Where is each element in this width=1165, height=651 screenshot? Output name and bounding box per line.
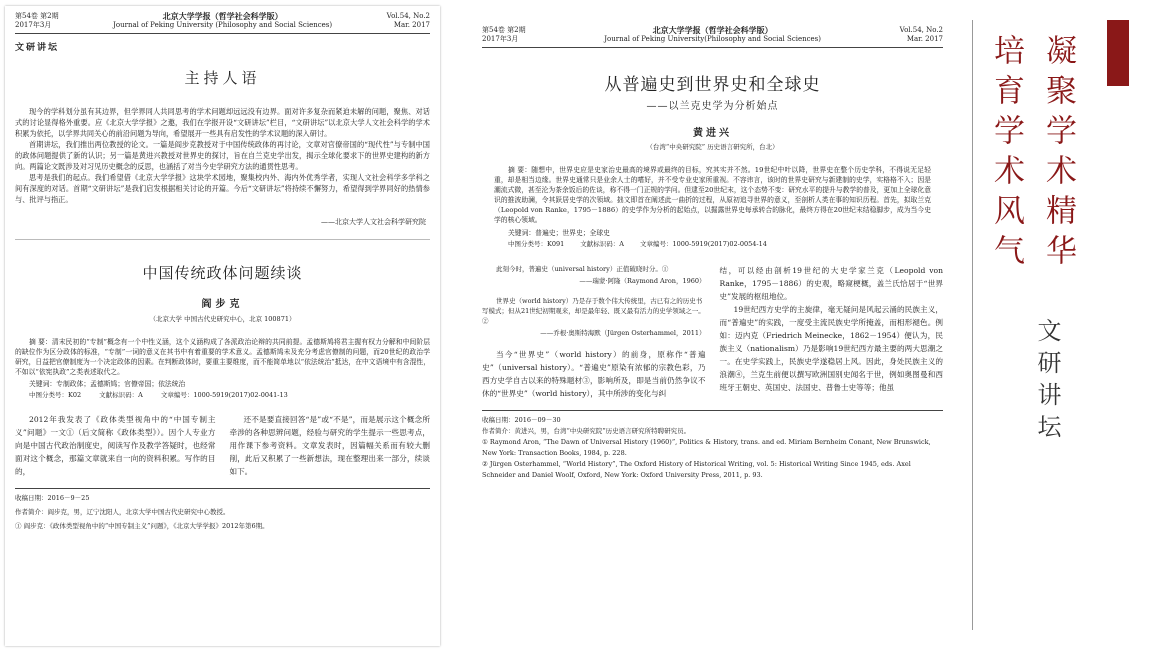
article-number: 文章编号：1000-5919(2017)02-0041-13 (160, 391, 288, 399)
banner-column-1: 凝聚学术精华 (1040, 34, 1076, 274)
body-columns (15, 413, 430, 478)
journal-title-cn: 北京大学学报（哲学社会科学版） (652, 25, 773, 35)
column-tag: 文研讲坛 (15, 43, 60, 53)
classification-meta (29, 390, 430, 401)
body-text: 19世纪西方史学的主旋律，毫无疑问是风起云涌的民族主义，而“普遍史”的实践，一度受主流民族史学所掩盖，而相形褪色。例如：迈内克（Friedrich Meinecke，1862－1954）便认为，民族主义（nationalism）乃是影响19世纪西方最主要的两大思潮之一。在史学实践上，民族史学遂稳居上风。因此，身处民族主义的浪潮④，兰克生前便以撰写欧洲国别史闻名于世，例如奥图曼和西班牙王朝史、英国史、法国史、普鲁士史等等；他虽 (719, 305, 943, 392)
body-column-right: 还不是要直接回答“是”或“不是”，而是展示这个概念所牵涉的各种思辨问题，经验与研究的学生提示一些思考点，用作课下参考资料。文章发表时，因篇幅关系而有较大删削，此后又积累了一些新想法，现在整理出来一部分，续谈如下。 (229, 415, 430, 476)
clc-number: 中图分类号：K091 (508, 240, 565, 248)
author-affiliation: （台湾“中央研究院” 历史语言研究所，台北） (646, 143, 779, 151)
author-note: 作者简介：阎步克，男，辽宁沈阳人，北京大学中国古代史研究中心教授。 (15, 508, 230, 516)
received-date: 收稿日期：2016－09－30 (482, 416, 561, 424)
body-columns (482, 264, 943, 400)
epigraph-source: ——乔根·奥斯特海默（Jürgen Osterhammel，2011） (540, 329, 706, 337)
article-author: 阎步克 (201, 299, 244, 310)
epigraph-source: ——瑞蒙·阿隆（Raymond Aron，1960） (579, 277, 706, 285)
doc-code: 文献标识码：A (99, 391, 143, 399)
page-header (482, 26, 943, 48)
left-journal-page (5, 6, 440, 646)
author-note: 作者简介：黄进兴，男，台湾“中央研究院”历史语言研究所特聘研究员。 (482, 427, 691, 435)
article-title: 从普遍史到世界史和全球史 (604, 75, 821, 95)
keywords: 关键词：普遍史；世界史；全球史 (508, 229, 610, 237)
footnote: ② Jürgen Osterhammel, “World History”, The Oxford History of Historical Writing, vol. 5: Historical Writing Since 1945, eds. Axel Schneider and Daniel Woolf, Oxford, New York: Oxford University Press, 2011, p. 93. (482, 460, 911, 479)
epigraph: 此刻今时，普遍史（universal history）正值破晓时分。① (496, 265, 669, 273)
epigraph: 世界史（world history）乃是存于数个伟大传统里，古已有之的历史书写模式；但从21世纪初期观来，却是最年轻、既又最有活力的史学领域之一。② (482, 297, 705, 325)
footnotes (482, 415, 943, 481)
footnote: ① Raymond Aron, “The Dawn of Universal History (1960)”, Politics & History, trans. and ed. Miriam Bernheim Conant, New Brunswick, New York: Transaction Books, 1984, p. 228. (482, 438, 931, 457)
article-author: 黄进兴 (693, 128, 732, 139)
volume-issue: 第54卷 第2期 (15, 12, 59, 20)
keywords: 关键词：专制政体；孟德斯鸠；官僚帝国；依法统治 (29, 380, 186, 388)
article-title: 中国传统政体问题续谈 (142, 264, 303, 282)
host-title: 主持人语 (184, 69, 261, 87)
journal-title-en: Journal of Peking University (Philosophy and Social Sciences) (113, 21, 333, 29)
volume-en: Vol.54, No.2 (386, 12, 430, 20)
host-signature: ——北京大学人文社会科学研究院 (321, 218, 426, 226)
accent-bar (1107, 20, 1129, 86)
date-en: Mar. 2017 (393, 21, 430, 29)
banner-column-3: 文研讲坛 (1033, 318, 1061, 446)
body-text: 当今“世界史”（world history）的前身，原称作“普遍史”（universal history）。“普遍史”原染有浓郁的宗教色彩，乃西方史学自古以来的特殊题材③，影响所及，即是当前仍然争议不休的“世界史”（world history），其中所涉的变化与纠 (482, 350, 706, 398)
body-text: 结，可以经由剖析19世纪的大史学家兰克（Leopold von Ranke，1795－1886）的史观，略窥梗概，盖兰氏恰居于“世界史”发展的枢纽地位。 (719, 266, 943, 301)
page-header (15, 12, 430, 34)
classification-meta (508, 239, 931, 250)
journal-title-en: Journal of Peking University(Philosophy and Social Sciences) (604, 35, 822, 43)
banner-column-2: 培育学术风气 (988, 34, 1024, 274)
journal-title-cn: 北京大学学报（哲学社会科学版） (162, 11, 283, 21)
article-number: 文章编号：1000-5919(2017)02-0054-14 (639, 240, 767, 248)
abstract: 摘 要：随想中，世界史应是史家治史最高的境界或最终的目标，究其实并不然。19世纪中叶以降，世界史在整个历史学科，不得说无足轻重，却是相当边缘。世界史通常只是业余人士的嗜好，并不受专业史家所重视。不容讳言，该时的世界史研究与新建制的史学，实格格不入；因是潮流式微，甚至沦为茶余饭后的佐谈，称不得一门正规的学问。但逮至20世纪末，这个态势不变：研究水平的提升与教学的普及，更加上全球化意识的推波助澜，令其跃居史学的次领域。拙文即首在阐述此一曲折的过程，从原初追寻世界的意义，至剖析人类在事的知识历程。首先，拟取兰克（Leopold von Ranke，1795－1886）的史学作为分析的起始点，以掘露世界史每承转合的脉化，最终方得在20世纪末结稳脚步，成为当今史学的核心领域。 (494, 166, 931, 224)
received-date: 收稿日期：2016－9－25 (15, 494, 90, 502)
footnote-rule (482, 410, 943, 411)
doc-code: 文献标识码：A (580, 240, 624, 248)
body-column-left: 2012年我发表了《政体类型视角中的“中国专制主义”问题》一文①（后文简称《政体类型》）。因个人专业方向是中国古代政治制度史，阅读写作及教学答疑时，也经常面对这个概念，那篇文章就来自一向的资料积累。写作的目的， (15, 415, 216, 476)
abstract: 摘 要：清末民初的“专制”概念有一个中性义涵，这个义涵构成了各派政治论辩的共同前提。孟德斯鸠将君主握有权力分解和中间阶层的缺位作为区分政体的标准，“专制”一词的意义在其书中有着重要的学术意义。孟德斯鸠未及充分考虑官僚制的问题，而20世纪的政治学研究，日益把官僚制度为一个决定政体的因素。在判断政体时，要重主要维度，而不能简单地以“依法统治”抵达，在中文语境中有含混性，不如以“依宪执政”之类表述取代之。 (15, 338, 430, 376)
divider (15, 239, 430, 240)
author-affiliation: （北京大学 中国古代史研究中心，北京 100871） (149, 315, 296, 323)
host-paragraph: 现今的学科划分虽有其边界，但学界同人共同思考的学术问题却远远没有边界。面对许多复杂而紧迫未解的问题，聚焦、对话式的讨论显得格外重要。应《北京大学学报》之邀，我们在学报开设“文研讲坛”栏目，“文研讲坛”以北京大学人文社会科学的学术积累为依托，以学界共同关心的前沿问题为导向，希望展开一些具有启发性的学术议题的深入研讨。 (15, 107, 430, 138)
issue-date: 2017年3月 (482, 35, 519, 43)
body-column-right (720, 264, 944, 400)
volume-en: Vol.54, No.2 (899, 26, 943, 34)
host-paragraph: 思考是我们的起点。我们希望借《北京大学学报》这块学术园地，聚集校内外、海内外优秀学者，实现人文社会科学多学科之间有深度的对话。首期“文研讲坛”是我们启发根据相关讨论的开篇。今后“文研讲坛”将持续不懈努力，希望得到学界同好的热情参与、批评与指正。 (15, 173, 430, 204)
body-column-left (482, 264, 706, 400)
volume-issue: 第54卷 第2期 (482, 26, 526, 34)
date-en: Mar. 2017 (906, 35, 943, 43)
issue-date: 2017年3月 (15, 21, 52, 29)
divider-line (972, 20, 973, 630)
clc-number: 中图分类号：K02 (29, 391, 82, 399)
article-subtitle: ——以兰克史学为分析始点 (646, 101, 779, 112)
footnote: ① 阎步克：《政体类型视角中的“中国专制主义”问题》，《北京大学学报》2012年第6期。 (15, 522, 269, 530)
host-paragraph: 首期讲坛，我们推出两位教授的论文。一篇是阎步克教授对于中国传统政体的再讨论，文章对官僚帝国的“现代性”与专制中国的政体问题提供了新的认识；另一篇是黄进兴教授对世界史的探讨，旨在自兰克史学出发，揭示全球化要求下的世界史建构的新方向。两篇论文既涉及对习见历史概念的反思，也涵括了对当今史学研究方法的通贯性思考。 (15, 140, 430, 171)
right-journal-page (470, 20, 955, 630)
footnote-rule (15, 488, 430, 489)
